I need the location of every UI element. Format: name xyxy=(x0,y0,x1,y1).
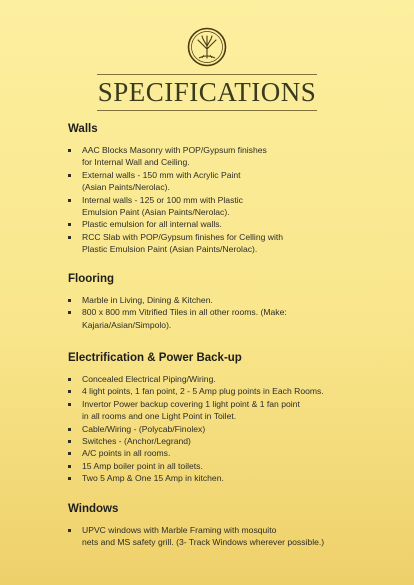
bullet-icon xyxy=(68,378,71,381)
windows-list xyxy=(68,524,398,549)
list-item-text: 15 Amp boiler point in all toilets. xyxy=(82,460,203,471)
list-item-text: A/C points in all rooms. xyxy=(82,448,171,459)
list-item xyxy=(68,294,398,306)
list-item-text: Concealed Electrical Piping/Wiring. xyxy=(82,374,216,384)
list-item-text: Kajaria/Asian/Simpolo). xyxy=(82,319,172,330)
list-item-text: in all rooms and one Light Point in Toilet. xyxy=(82,411,237,422)
list-item-text: nets and MS safety grill. (3- Track Windows wherever possible.) xyxy=(82,537,325,548)
list-item-text: External walls - 150 mm with Acrylic Paint xyxy=(82,169,241,180)
list-item xyxy=(68,435,398,447)
list-item-text: Invertor Power backup covering 1 light point & 1 fan point xyxy=(82,398,300,409)
list-item-text: Plastic emulsion for all internal walls. xyxy=(82,219,222,230)
section-electrification xyxy=(68,352,398,485)
list-item-text: UPVC windows with Marble Framing with mosquito xyxy=(82,525,277,535)
list-item xyxy=(68,385,398,397)
bullet-icon xyxy=(68,174,71,177)
list-item-text: Emulsion Paint (Asian Paints/Nerolac). xyxy=(82,207,230,218)
list-item-text: RCC Slab with POP/Gypsum finishes for Celling with xyxy=(82,231,284,242)
bullet-icon xyxy=(68,477,71,480)
section-walls xyxy=(68,123,398,256)
bullet-icon xyxy=(68,465,71,468)
list-item-text: for Internal Wall and Ceiling. xyxy=(82,157,190,168)
bullet-icon xyxy=(68,452,71,455)
list-item xyxy=(68,423,398,435)
list-item-text: Cable/Wiring - (Polycab/Finolex) xyxy=(82,423,206,434)
bullet-icon xyxy=(68,428,71,431)
bullet-icon xyxy=(68,236,71,239)
list-item-text: 800 x 800 mm Vitrified Tiles in all other rooms. (Make: xyxy=(82,307,287,318)
bullet-icon xyxy=(68,529,71,532)
section-heading: Windows xyxy=(68,503,119,515)
bullet-icon xyxy=(68,440,71,443)
section-heading: Electrification & Power Back-up xyxy=(68,352,242,364)
list-item xyxy=(68,447,398,459)
list-item xyxy=(68,524,398,549)
bullet-icon xyxy=(68,390,71,393)
list-item xyxy=(68,231,398,256)
bullet-icon xyxy=(68,311,71,314)
list-item xyxy=(68,144,398,169)
list-item-text: Two 5 Amp & One 15 Amp in kitchen. xyxy=(82,473,224,484)
list-item-text: 4 light points, 1 fan point, 2 - 5 Amp plug points in Each Rooms. xyxy=(82,386,324,397)
bullet-icon xyxy=(68,199,71,202)
flooring-list xyxy=(68,294,398,331)
section-heading: Walls xyxy=(68,123,98,135)
walls-list xyxy=(68,144,398,256)
list-item-text: Switches - (Anchor/Legrand) xyxy=(82,436,191,447)
title-bottom-rule xyxy=(97,110,317,111)
list-item xyxy=(68,398,398,423)
list-item-text: (Asian Paints/Nerolac). xyxy=(82,182,170,193)
list-item xyxy=(68,169,398,194)
title-block xyxy=(97,74,317,111)
list-item-text: Marble in Living, Dining & Kitchen. xyxy=(82,295,213,305)
list-item-text: Internal walls - 125 or 100 mm with Plastic xyxy=(82,194,243,205)
section-flooring xyxy=(68,273,398,331)
electrification-list xyxy=(68,373,398,485)
list-item-text: Plastic Emulsion Paint (Asian Paints/Nerolac). xyxy=(82,244,258,255)
section-heading: Flooring xyxy=(68,273,114,285)
bullet-icon xyxy=(68,149,71,152)
title-top-rule xyxy=(97,74,317,75)
list-item xyxy=(68,194,398,219)
page-title: SPECIFICATIONS xyxy=(97,77,317,107)
bullet-icon xyxy=(68,299,71,302)
bullet-icon xyxy=(68,223,71,226)
list-item xyxy=(68,218,398,230)
list-item xyxy=(68,460,398,472)
list-item xyxy=(68,306,398,331)
tree-emblem-logo xyxy=(187,27,227,67)
section-windows xyxy=(68,503,398,549)
bullet-icon xyxy=(68,403,71,406)
list-item-text: AAC Blocks Masonry with POP/Gypsum finishes xyxy=(82,145,267,155)
list-item xyxy=(68,373,398,385)
list-item xyxy=(68,472,398,484)
